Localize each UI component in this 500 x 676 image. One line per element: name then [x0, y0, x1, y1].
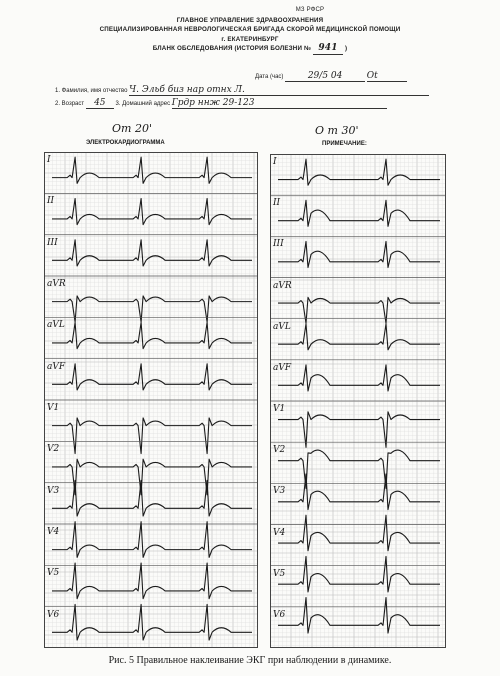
right-panel-lead-label-i: I [273, 157, 277, 167]
left-panel-lead-label-avr: aVR [47, 279, 66, 289]
right-panel-lead-label-v3: V3 [273, 486, 286, 497]
right-panel-lead-label-v2: V2 [273, 445, 286, 456]
ecg-trace-v4 [52, 522, 252, 558]
ecg-trace-avl [52, 323, 252, 349]
ecg-trace-avf [52, 364, 252, 390]
address-label: 3. Домашний адрес [115, 101, 171, 107]
header-line-1: ГЛАВНОЕ УПРАВЛЕНИЕ ЗДРАВООХРАНЕНИЯ [176, 16, 324, 24]
ecg-trace-v5 [52, 563, 252, 599]
form-number: 941 [313, 44, 343, 55]
left_panel-svg [44, 152, 258, 648]
ecg-trace-v4 [278, 515, 440, 551]
left-ecg-panel [44, 152, 258, 648]
date-field [255, 71, 407, 82]
date-label: Дата (час) [255, 74, 284, 80]
age-label: 2. Возраст [55, 101, 85, 107]
ecg-trace-v1 [52, 418, 252, 454]
ecg-trace-v3 [278, 474, 440, 510]
right_panel-svg [270, 154, 446, 648]
left-panel-lead-label-v3: V3 [47, 485, 60, 496]
ministry-label: МЗ РФСР [295, 7, 325, 13]
right-panel-title: ПРИМЕЧАНИЕ: [322, 141, 367, 147]
left-panel-lead-label-avf: aVF [47, 361, 66, 372]
right-panel-lead-label-v5: V5 [273, 568, 286, 579]
right-panel-lead-label-v1: V1 [273, 404, 286, 414]
left-panel-lead-label-iii: III [47, 237, 58, 248]
left-panel-lead-label-i: I [47, 155, 51, 165]
right-panel-lead-label-avl: aVL [273, 321, 291, 332]
ecg-trace-v2 [52, 459, 252, 495]
form-title: БЛАНК ОБСЛЕДОВАНИЯ (ИСТОРИЯ БОЛЕЗНИ № [152, 45, 312, 53]
ecg-trace-iii [278, 241, 440, 267]
left-panel-time: Oт 20' [112, 122, 152, 135]
left-panel-lead-label-ii: II [47, 196, 55, 207]
left-panel-lead-label-avl: aVL [47, 320, 65, 331]
right-panel-lead-label-avr: aVR [273, 280, 292, 291]
left-panel-title: ЭЛЕКТРОКАРДИОГРАММА [86, 140, 165, 146]
date-suffix: Ot [367, 71, 407, 82]
age-address-field [55, 98, 387, 109]
date-value: 29/5 04 [285, 71, 365, 82]
ecg-trace-v6 [278, 598, 440, 634]
left-panel-lead-label-v1: V1 [47, 403, 60, 413]
right-panel-lead-label-ii: II [273, 198, 281, 209]
age-value: 45 [86, 98, 114, 109]
form-header [0, 6, 500, 55]
figure-caption: Рис. 5 Правильное наклеивание ЭКГ при наблюдении в динамике. [108, 655, 392, 666]
ecg-trace-v3 [52, 480, 252, 516]
ecg-trace-avr [52, 296, 252, 322]
right-panel-lead-label-v6: V6 [273, 609, 286, 620]
name-field [55, 85, 429, 96]
ecg-trace-i [278, 159, 440, 185]
name-label: 1. Фамилия, имя отчество [55, 88, 128, 94]
address-value: Грдр ннж 29-123 [172, 98, 387, 109]
right-panel-time: O т 30' [315, 124, 359, 137]
left-panel-lead-label-v4: V4 [47, 527, 60, 537]
left-panel-lead-label-v2: V2 [47, 444, 60, 455]
header-line-2: СПЕЦИАЛИЗИРОВАННАЯ НЕВРОЛОГИЧЕСКАЯ БРИГАДА СКОРОЙ МЕДИЦИНСКОЙ ПОМОЩИ [99, 26, 401, 34]
left-panel-lead-label-v5: V5 [47, 568, 60, 579]
ecg-trace-ii [278, 200, 440, 226]
right-panel-lead-label-avf: aVF [273, 362, 292, 373]
ecg-trace-avf [278, 365, 440, 391]
ecg-trace-i [52, 157, 252, 183]
name-value: Ч. Эльб биз нар отнх Л. [129, 85, 429, 96]
right-ecg-panel [270, 154, 446, 648]
form-title-row: БЛАНК ОБСЛЕДОВАНИЯ (ИСТОРИЯ БОЛЕЗНИ № 941 ) [152, 43, 348, 54]
left-panel-lead-label-v6: V6 [47, 609, 60, 620]
right-panel-lead-label-v4: V4 [273, 527, 286, 538]
right-panel-lead-label-iii: III [273, 239, 284, 250]
ecg-trace-avl [278, 324, 440, 350]
header-city: г. ЕКАТЕРИНБУРГ [221, 35, 279, 43]
